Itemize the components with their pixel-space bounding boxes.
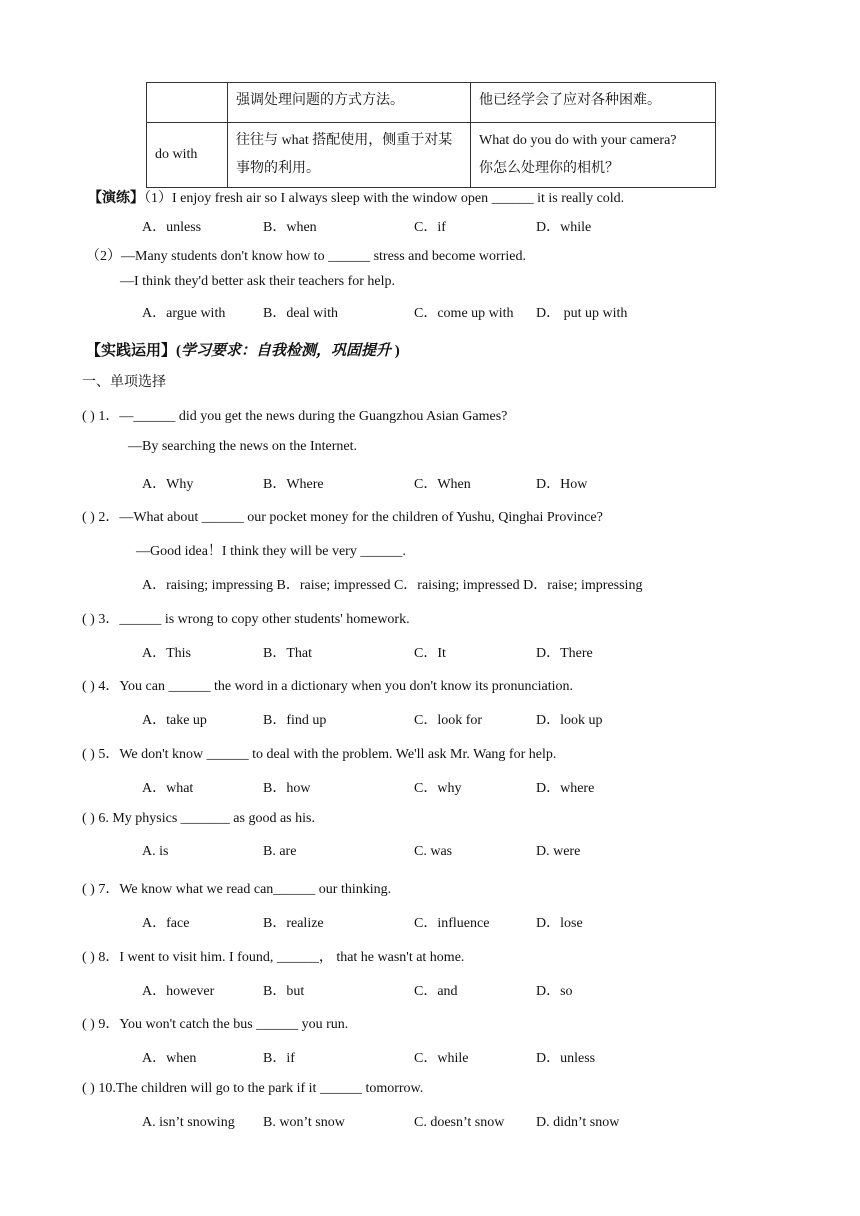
option-b: B．realize [263,916,324,931]
section-subtitle: 一、单项选择 [82,375,166,390]
section-title-prefix: 【实践运用】( [86,343,181,359]
question-stem [82,946,464,966]
practice-q2-reply: —I think they'd better ask their teachers for help. [120,274,396,289]
table-cell-usage: 强调处理问题的方式方法。 [228,83,471,123]
question-stem [82,405,507,425]
option-c: C．It [414,646,446,661]
question-text: We don't know ______ to deal with the problem. We'll ask Mr. Wang for help. [119,747,557,762]
option-a: A．however [142,984,215,999]
table-cell-word [147,83,228,123]
question-stem [82,878,391,898]
question-reply: —By searching the news on the Internet. [128,439,357,454]
option-d: D. were [536,844,581,859]
option-d: D．lose [536,916,583,931]
question-number: ( ) 3． [82,612,120,627]
table-cell-example [471,123,716,188]
option-a: A．unless [142,220,202,235]
question-stem [82,743,556,763]
option-d: D．There [536,646,593,661]
option-b: B．when [263,220,317,235]
practice-label: 【演练】 [88,191,144,206]
question-number: ( ) 2． [82,510,120,525]
option-a: A．take up [142,713,207,728]
question-text: ______ is wrong to copy other students' homework. [119,612,410,627]
usage-line: 往往与 what 搭配使用，侧重于对某 [236,133,453,148]
table-cell-example: 他已经学会了应对各种困难。 [471,83,716,123]
question-text: My physics _______ as good as his. [108,811,315,826]
question-text: —______ did you get the news during the Guangzhou Asian Games? [119,409,508,424]
option-c: C．why [414,781,462,796]
option-b: B．if [263,1051,295,1066]
option-c: C．When [414,477,471,492]
question-stem [82,1081,423,1097]
option-b: B．how [263,781,311,796]
option-a: A．face [142,916,190,931]
question-number: ( ) 1． [82,409,120,424]
option-a: A．raising; impressing [142,578,274,593]
option-d: D．How [536,477,588,492]
question-text: I went to visit him. I found, ______， that he wasn't at home. [119,950,465,965]
option-c: C．come up with [414,306,514,321]
option-c: C．and [414,984,458,999]
option-a: A. is [142,844,169,859]
example-line: 你怎么处理你的相机？ [479,161,619,176]
option-c: C．while [414,1051,469,1066]
option-a: A. isn’t snowing [142,1115,235,1130]
option-d: D. didn’t snow [536,1115,620,1130]
option-b: B．find up [263,713,327,728]
question-number: ( ) 5． [82,747,120,762]
question-number: ( ) 4． [82,679,120,694]
options-line [142,574,642,594]
question-text: You can ______ the word in a dictionary when you don't know its pronunciation. [119,679,574,694]
vocab-table [146,82,716,188]
option-a: A．what [142,781,194,796]
question-stem [82,1013,348,1033]
option-d: D．while [536,220,592,235]
option-b: B．raise; impressed [276,578,391,593]
option-b: B．but [263,984,305,999]
option-c: C. doesn’t snow [414,1115,505,1130]
practice-q2-stem: （2）—Many students don't know how to ______ stress and become worried. [86,249,526,264]
question-text: The children will go to the park if it ______ tomorrow. [115,1081,424,1096]
question-number: ( ) 6. [82,811,109,826]
table-cell-usage [228,123,471,188]
option-a: A．when [142,1051,197,1066]
question-stem [82,506,603,526]
table-row [147,83,716,123]
question-stem [82,811,315,827]
question-text: You won't catch the bus ______ you run. [119,1017,349,1032]
question-text: We know what we read can______ our thinking. [119,882,392,897]
option-b: B．deal with [263,306,339,321]
option-d: D． put up with [536,306,628,321]
option-b: B．That [263,646,312,661]
option-a: A．Why [142,477,194,492]
question-number: ( ) 8． [82,950,120,965]
option-d: D．raise; impressing [523,578,643,593]
table-cell-word: do with [147,123,228,188]
option-c: C．raising; impressed [393,578,520,593]
question-text: —What about ______ our pocket money for the children of Yushu, Qinghai Province? [119,510,603,525]
section-title-suffix: ) [391,343,400,359]
question-number: ( ) 7． [82,882,120,897]
option-c: C. was [414,844,453,859]
usage-line: 事物的利用。 [236,161,320,176]
example-line: What do you do with your camera? [479,133,677,148]
question-text: （1）I enjoy fresh air so I always sleep with the window open ______ it is really cold. [144,191,625,206]
question-stem [82,608,410,628]
table-row [147,123,716,188]
section-title-requirement: 学习要求：自我检测，巩固提升 [181,343,392,359]
option-b: B．Where [263,477,324,492]
option-a: A．This [142,646,191,661]
option-a: A．argue with [142,306,226,321]
option-d: D．look up [536,713,603,728]
question-reply: —Good idea！I think they will be very ______. [136,544,406,559]
option-b: B. won’t snow [263,1115,345,1130]
question-number: ( ) 10. [82,1081,116,1096]
practice-q1-stem [88,187,624,207]
option-d: D．so [536,984,573,999]
question-stem [82,675,573,695]
option-c: C．if [414,220,446,235]
option-c: C．look for [414,713,483,728]
section-title [86,339,400,360]
option-c: C．influence [414,916,490,931]
option-b: B. are [263,844,297,859]
question-number: ( ) 9． [82,1017,120,1032]
option-d: D．where [536,781,595,796]
option-d: D．unless [536,1051,596,1066]
